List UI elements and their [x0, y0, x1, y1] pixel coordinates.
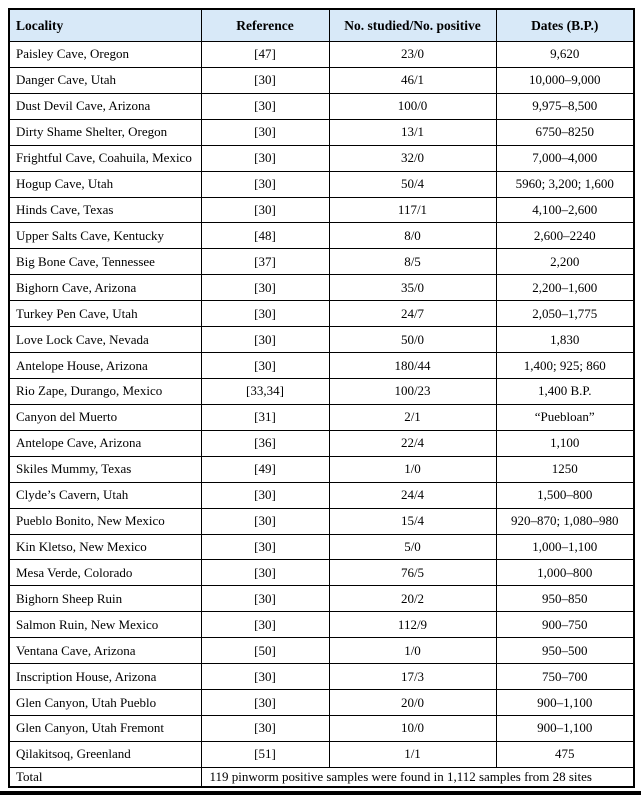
table-row — [9, 534, 634, 560]
reference-cell: [30] — [201, 715, 329, 741]
locality-cell: Big Bone Cave, Tennessee — [9, 249, 201, 275]
dates-cell: 1,500–800 — [496, 482, 634, 508]
locality-cell: Upper Salts Cave, Kentucky — [9, 223, 201, 249]
table-row — [9, 145, 634, 171]
table-row — [9, 42, 634, 68]
studied-positive-cell: 10/0 — [329, 715, 496, 741]
dates-cell: 900–1,100 — [496, 715, 634, 741]
reference-cell: [33,34] — [201, 378, 329, 404]
table-row — [9, 638, 634, 664]
table-row — [9, 715, 634, 741]
table-header — [9, 9, 634, 42]
column-header-studied-positive: No. studied/No. positive — [329, 9, 496, 42]
dates-cell: 7,000–4,000 — [496, 145, 634, 171]
studied-positive-cell: 8/0 — [329, 223, 496, 249]
table-row — [9, 508, 634, 534]
table-body — [9, 42, 634, 768]
locality-cell: Skiles Mummy, Texas — [9, 456, 201, 482]
table-row — [9, 223, 634, 249]
table-row — [9, 456, 634, 482]
dates-cell: 1,000–800 — [496, 560, 634, 586]
dates-cell: “Puebloan” — [496, 404, 634, 430]
table-row — [9, 612, 634, 638]
reference-cell: [30] — [201, 145, 329, 171]
locality-cell: Bighorn Cave, Arizona — [9, 275, 201, 301]
studied-positive-cell: 50/0 — [329, 327, 496, 353]
locality-cell: Inscription House, Arizona — [9, 664, 201, 690]
locality-cell: Mesa Verde, Colorado — [9, 560, 201, 586]
studied-positive-cell: 117/1 — [329, 197, 496, 223]
studied-positive-cell: 50/4 — [329, 171, 496, 197]
locality-cell: Salmon Ruin, New Mexico — [9, 612, 201, 638]
studied-positive-cell: 17/3 — [329, 664, 496, 690]
dates-cell: 9,620 — [496, 42, 634, 68]
locality-cell: Frightful Cave, Coahuila, Mexico — [9, 145, 201, 171]
studied-positive-cell: 180/44 — [329, 353, 496, 379]
studied-positive-cell: 2/1 — [329, 404, 496, 430]
studied-positive-cell: 1/0 — [329, 456, 496, 482]
studied-positive-cell: 100/23 — [329, 378, 496, 404]
studied-positive-cell: 8/5 — [329, 249, 496, 275]
dates-cell: 1,000–1,100 — [496, 534, 634, 560]
locality-cell: Qilakitsoq, Greenland — [9, 741, 201, 767]
dates-cell: 1250 — [496, 456, 634, 482]
dates-cell: 5960; 3,200; 1,600 — [496, 171, 634, 197]
locality-cell: Rio Zape, Durango, Mexico — [9, 378, 201, 404]
table-row — [9, 482, 634, 508]
reference-cell: [30] — [201, 353, 329, 379]
dates-cell: 1,100 — [496, 430, 634, 456]
reference-cell: [30] — [201, 197, 329, 223]
studied-positive-cell: 22/4 — [329, 430, 496, 456]
locality-cell: Paisley Cave, Oregon — [9, 42, 201, 68]
locality-cell: Love Lock Cave, Nevada — [9, 327, 201, 353]
reference-cell: [30] — [201, 690, 329, 716]
table-row — [9, 353, 634, 379]
dates-cell: 2,200–1,600 — [496, 275, 634, 301]
studied-positive-cell: 23/0 — [329, 42, 496, 68]
studied-positive-cell: 1/0 — [329, 638, 496, 664]
table-row — [9, 93, 634, 119]
reference-cell: [30] — [201, 275, 329, 301]
reference-cell: [30] — [201, 508, 329, 534]
dates-cell: 1,400 B.P. — [496, 378, 634, 404]
dates-cell: 900–1,100 — [496, 690, 634, 716]
dates-cell: 950–500 — [496, 638, 634, 664]
table-row — [9, 119, 634, 145]
reference-cell: [48] — [201, 223, 329, 249]
locality-cell: Kin Kletso, New Mexico — [9, 534, 201, 560]
table-row — [9, 275, 634, 301]
total-row — [9, 768, 634, 788]
table-row — [9, 249, 634, 275]
column-header-locality: Locality — [9, 9, 201, 42]
total-summary-cell: 119 pinworm positive samples were found in 1,112 samples from 28 sites — [201, 768, 634, 788]
locality-cell: Canyon del Muerto — [9, 404, 201, 430]
reference-cell: [51] — [201, 741, 329, 767]
dates-cell: 950–850 — [496, 586, 634, 612]
column-header-reference: Reference — [201, 9, 329, 42]
table-row — [9, 741, 634, 767]
locality-cell: Ventana Cave, Arizona — [9, 638, 201, 664]
table-row — [9, 430, 634, 456]
table-row — [9, 67, 634, 93]
locality-cell: Danger Cave, Utah — [9, 67, 201, 93]
reference-cell: [30] — [201, 171, 329, 197]
studied-positive-cell: 32/0 — [329, 145, 496, 171]
dates-cell: 900–750 — [496, 612, 634, 638]
reference-cell: [30] — [201, 482, 329, 508]
dates-cell: 2,050–1,775 — [496, 301, 634, 327]
bottom-rule — [0, 791, 641, 795]
reference-cell: [47] — [201, 42, 329, 68]
studied-positive-cell: 76/5 — [329, 560, 496, 586]
reference-cell: [30] — [201, 67, 329, 93]
reference-cell: [30] — [201, 534, 329, 560]
reference-cell: [36] — [201, 430, 329, 456]
dates-cell: 9,975–8,500 — [496, 93, 634, 119]
dates-cell: 2,200 — [496, 249, 634, 275]
locality-cell: Glen Canyon, Utah Fremont — [9, 715, 201, 741]
studied-positive-cell: 35/0 — [329, 275, 496, 301]
studied-positive-cell: 1/1 — [329, 741, 496, 767]
table-footer — [9, 768, 634, 788]
dates-cell: 475 — [496, 741, 634, 767]
studied-positive-cell: 20/2 — [329, 586, 496, 612]
dates-cell: 1,400; 925; 860 — [496, 353, 634, 379]
studied-positive-cell: 5/0 — [329, 534, 496, 560]
reference-cell: [30] — [201, 586, 329, 612]
header-row — [9, 9, 634, 42]
studied-positive-cell: 100/0 — [329, 93, 496, 119]
locality-cell: Glen Canyon, Utah Pueblo — [9, 690, 201, 716]
locality-cell: Bighorn Sheep Ruin — [9, 586, 201, 612]
reference-cell: [30] — [201, 664, 329, 690]
column-header-dates: Dates (B.P.) — [496, 9, 634, 42]
locality-cell: Dirty Shame Shelter, Oregon — [9, 119, 201, 145]
dates-cell: 920–870; 1,080–980 — [496, 508, 634, 534]
locality-cell: Clyde’s Cavern, Utah — [9, 482, 201, 508]
locality-cell: Antelope House, Arizona — [9, 353, 201, 379]
dates-cell: 2,600–2240 — [496, 223, 634, 249]
table-row — [9, 378, 634, 404]
reference-cell: [31] — [201, 404, 329, 430]
dates-cell: 4,100–2,600 — [496, 197, 634, 223]
locality-cell: Hinds Cave, Texas — [9, 197, 201, 223]
reference-cell: [30] — [201, 119, 329, 145]
table-row — [9, 171, 634, 197]
reference-cell: [49] — [201, 456, 329, 482]
locality-cell: Pueblo Bonito, New Mexico — [9, 508, 201, 534]
reference-cell: [30] — [201, 301, 329, 327]
table-row — [9, 327, 634, 353]
reference-cell: [30] — [201, 327, 329, 353]
reference-cell: [30] — [201, 612, 329, 638]
total-label-cell: Total — [9, 768, 201, 788]
dates-cell: 1,830 — [496, 327, 634, 353]
locality-cell: Hogup Cave, Utah — [9, 171, 201, 197]
studied-positive-cell: 112/9 — [329, 612, 496, 638]
table-row — [9, 690, 634, 716]
studied-positive-cell: 24/4 — [329, 482, 496, 508]
reference-cell: [37] — [201, 249, 329, 275]
table-row — [9, 301, 634, 327]
locality-cell: Turkey Pen Cave, Utah — [9, 301, 201, 327]
table-row — [9, 664, 634, 690]
table-row — [9, 197, 634, 223]
reference-cell: [30] — [201, 93, 329, 119]
studied-positive-cell: 46/1 — [329, 67, 496, 93]
dates-cell: 10,000–9,000 — [496, 67, 634, 93]
dates-cell: 6750–8250 — [496, 119, 634, 145]
locality-cell: Antelope Cave, Arizona — [9, 430, 201, 456]
reference-cell: [50] — [201, 638, 329, 664]
reference-cell: [30] — [201, 560, 329, 586]
dates-cell: 750–700 — [496, 664, 634, 690]
studied-positive-cell: 24/7 — [329, 301, 496, 327]
table-row — [9, 560, 634, 586]
studied-positive-cell: 20/0 — [329, 690, 496, 716]
table-row — [9, 404, 634, 430]
pinworm-samples-table — [8, 8, 635, 788]
table-row — [9, 586, 634, 612]
studied-positive-cell: 15/4 — [329, 508, 496, 534]
studied-positive-cell: 13/1 — [329, 119, 496, 145]
locality-cell: Dust Devil Cave, Arizona — [9, 93, 201, 119]
